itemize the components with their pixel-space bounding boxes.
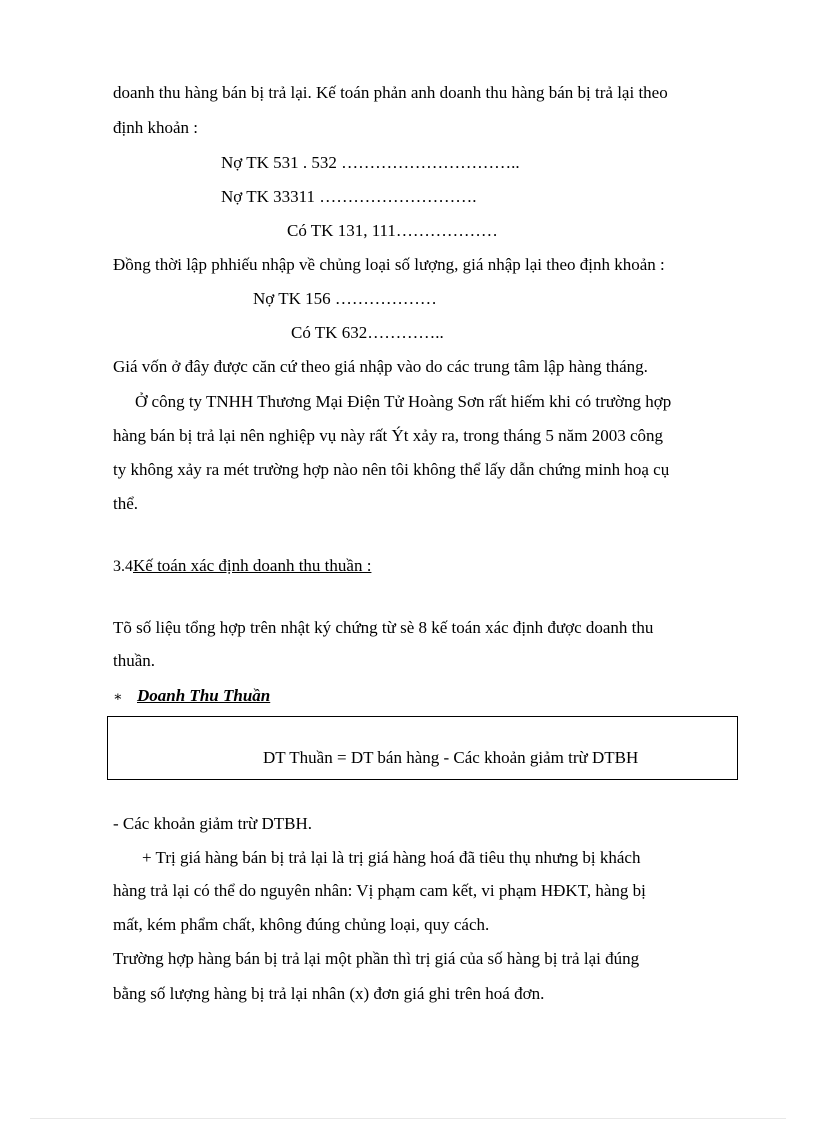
paragraph-line: Trường hợp hàng bán bị trả lại một phần thì trị giá của số hàng bị trả lại đúng — [113, 949, 640, 968]
bullet-title: Doanh Thu Thuần — [137, 686, 271, 705]
paragraph-line: hàng bán bị trả lại nên nghiệp vụ này rất Ýt xảy ra, trong tháng 5 năm 2003 công — [113, 426, 663, 445]
bullet-heading — [113, 685, 270, 709]
paragraph-line: thuần. — [113, 651, 156, 670]
page-bottom-rule — [30, 1118, 786, 1119]
paragraph-line: thể. — [113, 494, 139, 513]
paragraph-line: định khoản : — [113, 118, 198, 137]
asterisk-icon: ∗ — [113, 690, 123, 705]
paragraph-line: Đồng thời lập phhiếu nhập về chủng loại số lượng, giá nhập lại theo định khoản : — [113, 255, 665, 274]
section-heading — [113, 555, 371, 578]
journal-entry-line: Có TK 632………….. — [291, 323, 444, 342]
paragraph-line: - Các khoản giảm trừ DTBH. — [113, 814, 313, 833]
paragraph-line: Tõ số liệu tổng hợp trên nhật ký chứng từ sè 8 kế toán xác định được doanh thu — [113, 618, 654, 637]
paragraph-line: bằng số lượng hàng bị trả lại nhân (x) đơn giá ghi trên hoá đơn. — [113, 984, 545, 1003]
paragraph-line: hàng trả lại có thể do nguyên nhân: Vị phạm cam kết, vi phạm HĐKT, hàng bị — [113, 881, 646, 900]
paragraph-line: + Trị giá hàng bán bị trả lại là trị giá hàng hoá đã tiêu thụ nhưng bị khách — [142, 848, 641, 867]
formula-box — [107, 716, 738, 780]
journal-entry-line: Nợ TK 33311 ………………………. — [221, 187, 477, 206]
journal-entry-line: Có TK 131, 111……………… — [287, 221, 498, 240]
section-title: Kế toán xác định doanh thu thuần : — [133, 556, 372, 575]
paragraph-line: doanh thu hàng bán bị trả lại. Kế toán phản anh doanh thu hàng bán bị trả lại theo — [113, 83, 668, 102]
paragraph-line: mất, kém phẩm chất, không đúng chủng loại, quy cách. — [113, 915, 490, 934]
formula-text: DT Thuần = DT bán hàng - Các khoản giảm trừ DTBH — [263, 748, 639, 767]
paragraph-line: Ở công ty TNHH Thương Mại Điện Tử Hoàng Sơn rất hiếm khi có trường hợp — [135, 392, 672, 411]
section-number: 3.4 — [113, 558, 133, 575]
journal-entry-line: Nợ TK 531 . 532 ………………………….. — [221, 153, 520, 172]
journal-entry-line: Nợ TK 156 ……………… — [253, 289, 437, 308]
paragraph-line: Giá vốn ở đây được căn cứ theo giá nhập vào do các trung tâm lập hàng tháng. — [113, 357, 648, 376]
paragraph-line: ty không xảy ra mét trường hợp nào nên tôi không thể lấy dẫn chứng minh hoạ cụ — [113, 460, 670, 479]
